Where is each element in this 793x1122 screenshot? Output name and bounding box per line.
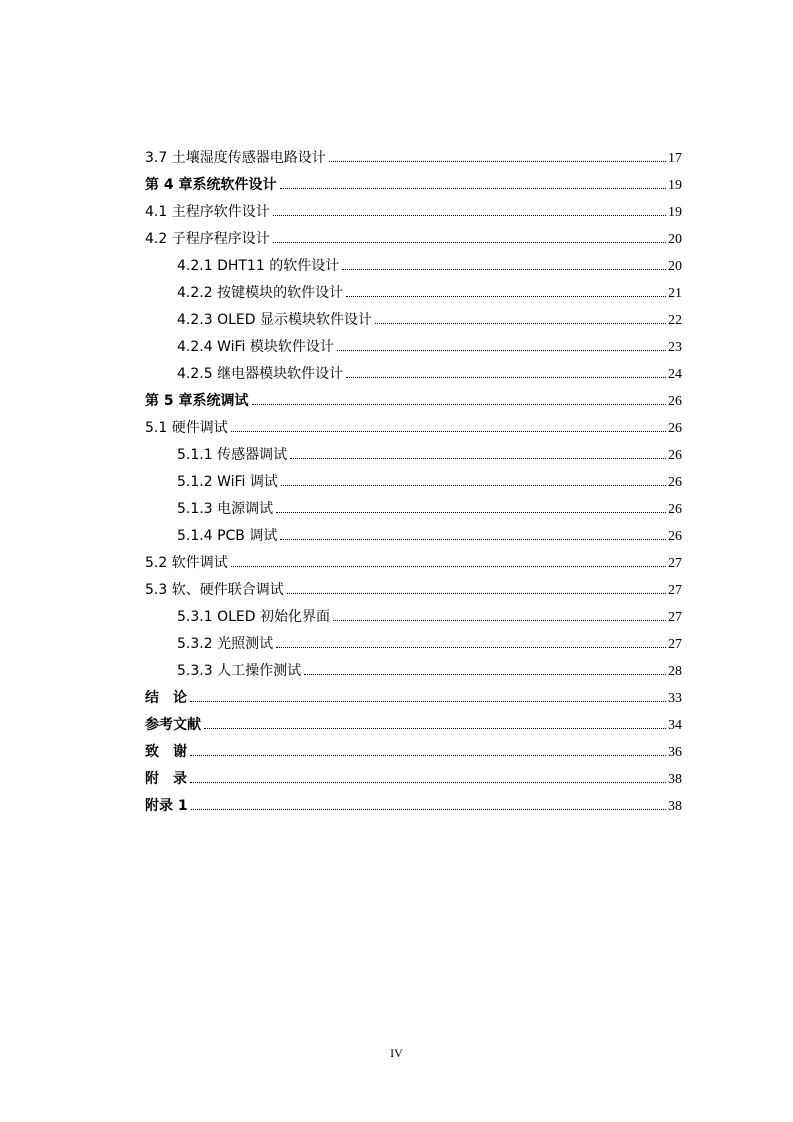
toc-entry-page: 38 (668, 772, 682, 787)
toc-entry-title: 5.1.1 传感器调试 (177, 447, 288, 463)
toc-leader-dots (276, 512, 666, 513)
toc-entry-page: 19 (668, 178, 682, 193)
toc-leader-dots (346, 296, 666, 297)
toc-leader-dots (333, 620, 666, 621)
toc-entry-title: 3.7 土壤湿度传感器电路设计 (145, 150, 326, 166)
page-number: IV (390, 1046, 403, 1060)
toc-entry[interactable] (145, 685, 682, 712)
toc-entry-title: 附录 1 (145, 798, 188, 814)
toc-entry[interactable] (145, 739, 682, 766)
toc-leader-dots (329, 161, 666, 162)
toc-entry[interactable] (145, 577, 682, 604)
toc-entry-page: 23 (668, 340, 682, 355)
toc-entry-title: 5.1.2 WiFi 调试 (177, 474, 278, 490)
toc-leader-dots (204, 728, 666, 729)
toc-entry-page: 27 (668, 556, 682, 571)
toc-leader-dots (280, 539, 666, 540)
toc-entry[interactable] (145, 172, 682, 199)
toc-entry-title: 5.1.3 电源调试 (177, 501, 274, 517)
toc-entry-title: 第 5 章系统调试 (145, 393, 249, 409)
toc-entry[interactable] (145, 145, 682, 172)
toc-entry[interactable] (145, 550, 682, 577)
toc-entry[interactable] (145, 523, 682, 550)
toc-leader-dots (342, 269, 666, 270)
toc-entry-title: 5.1.4 PCB 调试 (177, 528, 278, 544)
toc-entry-page: 26 (668, 529, 682, 544)
toc-entry-page: 27 (668, 583, 682, 598)
toc-leader-dots (191, 809, 666, 810)
toc-entry[interactable] (145, 604, 682, 631)
toc-entry-title: 5.1 硬件调试 (145, 420, 228, 436)
toc-entry-page: 20 (668, 259, 682, 274)
toc-entry-title: 4.2 子程序程序设计 (145, 231, 270, 247)
toc-entry-title: 5.3.1 OLED 初始化界面 (177, 609, 330, 625)
toc-entry-page: 27 (668, 610, 682, 625)
toc-leader-dots (346, 377, 666, 378)
toc-leader-dots (287, 593, 666, 594)
toc-leader-dots (231, 566, 666, 567)
toc-entry-page: 26 (668, 394, 682, 409)
toc-entry[interactable] (145, 280, 682, 307)
toc-entry-title: 5.3.2 光照测试 (177, 636, 274, 652)
toc-entry[interactable] (145, 226, 682, 253)
toc-leader-dots (273, 242, 666, 243)
toc-leader-dots (190, 701, 666, 702)
toc-entry-page: 26 (668, 448, 682, 463)
toc-entry[interactable] (145, 469, 682, 496)
toc-entry-title: 4.2.1 DHT11 的软件设计 (177, 258, 340, 274)
toc-entry-title: 5.3.3 人工操作测试 (177, 663, 302, 679)
toc-entry[interactable] (145, 442, 682, 469)
toc-entry[interactable] (145, 199, 682, 226)
toc-entry-page: 21 (668, 286, 682, 301)
toc-leader-dots (252, 404, 667, 405)
toc-entry[interactable] (145, 388, 682, 415)
toc-entry[interactable] (145, 415, 682, 442)
toc-leader-dots (304, 674, 666, 675)
toc-entry[interactable] (145, 793, 682, 820)
toc-entry[interactable] (145, 496, 682, 523)
toc-entry-page: 26 (668, 421, 682, 436)
toc-entry-title: 结 论 (145, 690, 187, 706)
toc-entry[interactable] (145, 658, 682, 685)
toc-entry-page: 28 (668, 664, 682, 679)
toc-entry-page: 34 (668, 718, 682, 733)
toc-leader-dots (190, 755, 666, 756)
toc-entry-title: 5.2 软件调试 (145, 555, 228, 571)
toc-entry[interactable] (145, 307, 682, 334)
toc-entry-title: 4.2.2 按键模块的软件设计 (177, 285, 344, 301)
toc-leader-dots (190, 782, 666, 783)
toc-entry-page: 24 (668, 367, 682, 382)
toc-leader-dots (281, 485, 666, 486)
toc-entry-title: 5.3 软、硬件联合调试 (145, 582, 284, 598)
toc-entry[interactable] (145, 334, 682, 361)
table-of-contents (145, 145, 682, 820)
toc-entry[interactable] (145, 253, 682, 280)
toc-entry[interactable] (145, 631, 682, 658)
toc-entry-page: 20 (668, 232, 682, 247)
toc-entry[interactable] (145, 766, 682, 793)
toc-entry-page: 26 (668, 475, 682, 490)
toc-leader-dots (231, 431, 666, 432)
toc-leader-dots (280, 188, 667, 189)
toc-entry-title: 致 谢 (145, 744, 187, 760)
toc-entry-page: 19 (668, 205, 682, 220)
toc-leader-dots (375, 323, 666, 324)
toc-entry[interactable] (145, 361, 682, 388)
toc-leader-dots (337, 350, 666, 351)
toc-entry-page: 36 (668, 745, 682, 760)
toc-entry[interactable] (145, 712, 682, 739)
toc-entry-title: 参考文献 (145, 717, 201, 733)
toc-leader-dots (276, 647, 666, 648)
toc-entry-page: 33 (668, 691, 682, 706)
toc-entry-title: 4.1 主程序软件设计 (145, 204, 270, 220)
toc-entry-title: 4.2.4 WiFi 模块软件设计 (177, 339, 334, 355)
toc-entry-title: 4.2.5 继电器模块软件设计 (177, 366, 344, 382)
toc-entry-page: 27 (668, 637, 682, 652)
toc-entry-page: 26 (668, 502, 682, 517)
toc-entry-page: 17 (668, 151, 682, 166)
toc-entry-title: 4.2.3 OLED 显示模块软件设计 (177, 312, 372, 328)
toc-leader-dots (290, 458, 666, 459)
toc-entry-title: 第 4 章系统软件设计 (145, 177, 277, 193)
toc-entry-page: 38 (668, 799, 682, 814)
toc-entry-title: 附 录 (145, 771, 187, 787)
toc-leader-dots (273, 215, 666, 216)
toc-entry-page: 22 (668, 313, 682, 328)
